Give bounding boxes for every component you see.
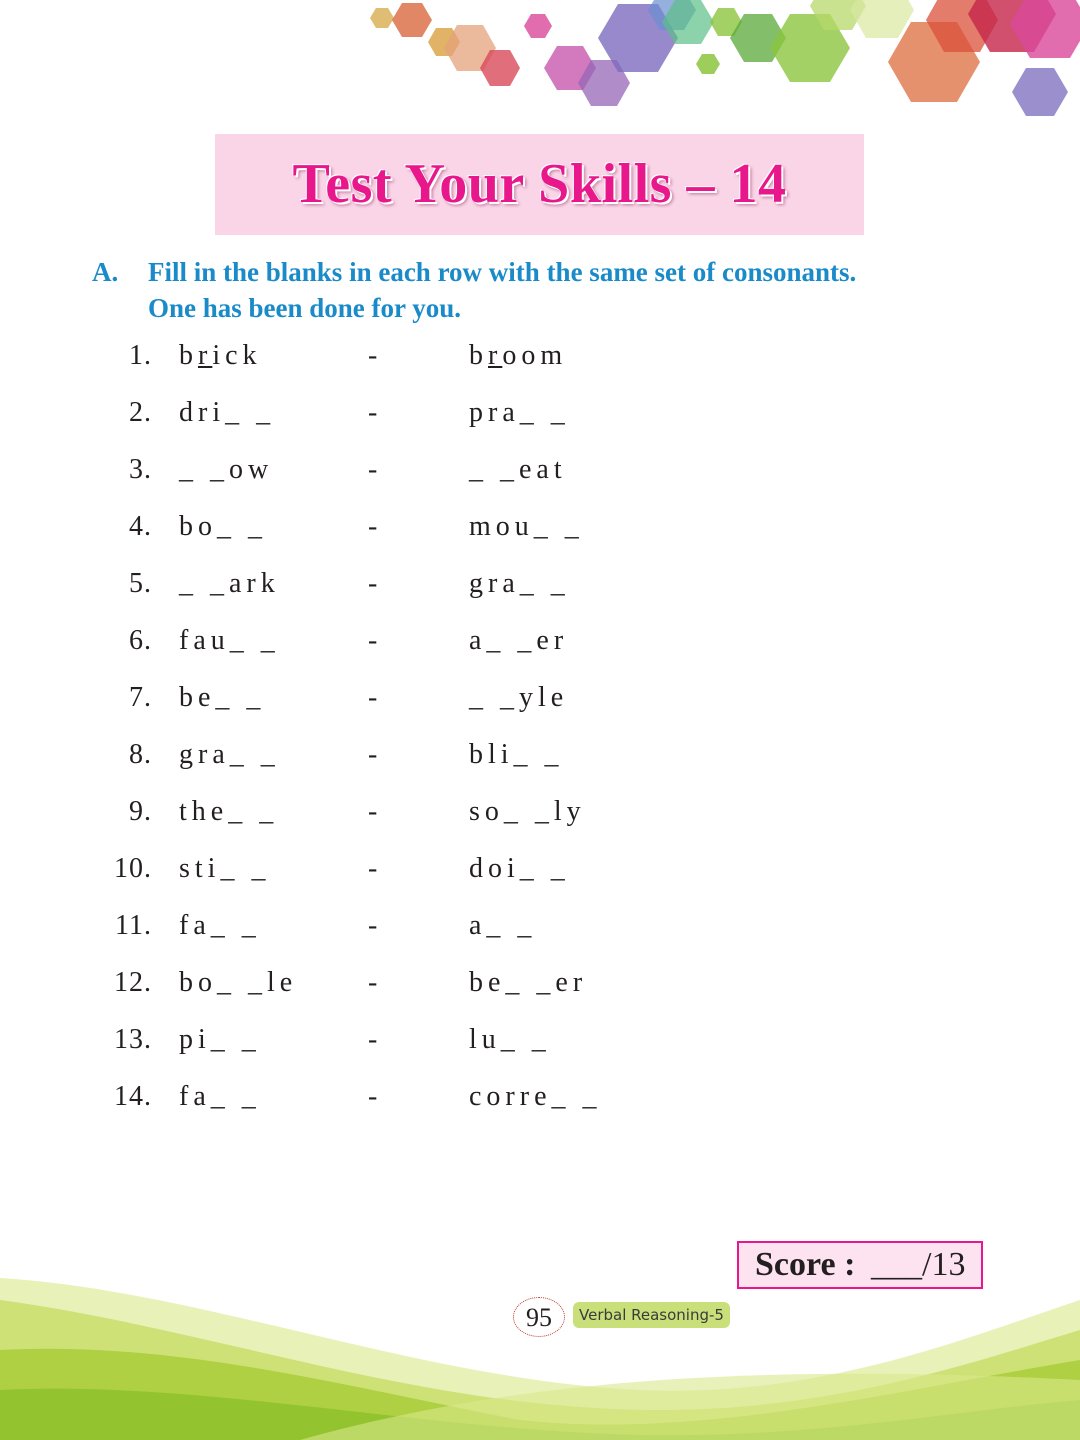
separator-dash: - bbox=[368, 682, 378, 713]
row-number: 12. bbox=[114, 967, 152, 998]
word-left: fau_ _ bbox=[179, 625, 280, 656]
exercise-row bbox=[0, 450, 1080, 490]
page-number: 95 bbox=[513, 1297, 565, 1337]
word-right: be_ _er bbox=[469, 967, 588, 998]
word-right bbox=[469, 336, 567, 376]
word-right-prefix: b bbox=[469, 340, 488, 371]
score-box bbox=[737, 1241, 983, 1289]
word-left-suffix: ick bbox=[212, 340, 262, 371]
separator-dash: - bbox=[368, 967, 378, 998]
row-number: 10. bbox=[114, 853, 152, 884]
row-number: 4. bbox=[129, 511, 152, 542]
example-answer-right: r bbox=[488, 340, 503, 371]
hexagon-shape bbox=[370, 8, 394, 28]
separator-dash: - bbox=[368, 796, 378, 827]
separator-dash: - bbox=[368, 625, 378, 656]
word-left: _ _ark bbox=[179, 568, 280, 599]
hexagon-shape bbox=[1012, 68, 1068, 116]
row-number: 13. bbox=[114, 1024, 152, 1055]
exercise-row bbox=[0, 507, 1080, 547]
word-right-suffix: oom bbox=[502, 340, 568, 371]
exercise-row bbox=[0, 1020, 1080, 1060]
exercise-row bbox=[0, 849, 1080, 889]
decorative-green-waves bbox=[0, 1270, 1080, 1440]
row-number: 14. bbox=[114, 1081, 152, 1112]
word-left: bo_ _le bbox=[179, 967, 298, 998]
score-label: Score : bbox=[755, 1246, 856, 1283]
word-right: gra_ _ bbox=[469, 568, 570, 599]
separator-dash: - bbox=[368, 397, 378, 428]
row-number: 8. bbox=[129, 739, 152, 770]
exercise-row bbox=[0, 963, 1080, 1003]
exercise-row bbox=[0, 564, 1080, 604]
score-value: ___/13 bbox=[871, 1246, 966, 1283]
word-right: lu_ _ bbox=[469, 1024, 551, 1055]
word-right: _ _eat bbox=[469, 454, 567, 485]
hexagon-shape bbox=[850, 0, 914, 38]
word-left: pi_ _ bbox=[179, 1024, 261, 1055]
exercise-row bbox=[0, 735, 1080, 775]
book-title-label: Verbal Reasoning-5 bbox=[573, 1302, 730, 1328]
separator-dash: - bbox=[368, 511, 378, 542]
separator-dash: - bbox=[368, 739, 378, 770]
word-left bbox=[179, 336, 262, 376]
word-right: a_ _er bbox=[469, 625, 569, 656]
section-letter: A. bbox=[92, 257, 119, 287]
hexagon-shape bbox=[392, 3, 432, 37]
instruction-line-1: Fill in the blanks in each row with the same set of consonants. bbox=[148, 257, 857, 287]
decorative-hexagons bbox=[0, 0, 1080, 130]
row-number: 2. bbox=[129, 397, 152, 428]
title-banner bbox=[215, 134, 864, 235]
row-number: 1. bbox=[129, 340, 152, 371]
word-right: bli_ _ bbox=[469, 739, 564, 770]
exercise-row bbox=[0, 336, 1080, 376]
word-left: sti_ _ bbox=[179, 853, 271, 884]
separator-dash: - bbox=[368, 853, 378, 884]
separator-dash: - bbox=[368, 910, 378, 941]
word-right: mou_ _ bbox=[469, 511, 584, 542]
word-left-prefix: b bbox=[179, 340, 198, 371]
word-right: corre_ _ bbox=[469, 1081, 602, 1112]
word-left: _ _ow bbox=[179, 454, 274, 485]
instruction-line-2: One has been done for you. bbox=[148, 293, 462, 323]
exercise-row bbox=[0, 621, 1080, 661]
instruction-text bbox=[148, 254, 1038, 326]
word-left: fa_ _ bbox=[179, 1081, 261, 1112]
row-number: 6. bbox=[129, 625, 152, 656]
row-number: 3. bbox=[129, 454, 152, 485]
hexagon-shape bbox=[524, 14, 552, 38]
word-left: the_ _ bbox=[179, 796, 279, 827]
word-right: a_ _ bbox=[469, 910, 537, 941]
separator-dash: - bbox=[368, 568, 378, 599]
example-answer-left: r bbox=[198, 340, 213, 371]
word-left: fa_ _ bbox=[179, 910, 261, 941]
row-number: 5. bbox=[129, 568, 152, 599]
row-number: 9. bbox=[129, 796, 152, 827]
word-left: bo_ _ bbox=[179, 511, 267, 542]
word-right: _ _yle bbox=[469, 682, 569, 713]
word-left: dri_ _ bbox=[179, 397, 276, 428]
exercise-row bbox=[0, 906, 1080, 946]
exercise-row bbox=[0, 393, 1080, 433]
exercise-row bbox=[0, 678, 1080, 718]
row-number: 7. bbox=[129, 682, 152, 713]
row-number: 11. bbox=[115, 910, 152, 941]
separator-dash: - bbox=[368, 454, 378, 485]
page-title: Test Your Skills – 14 bbox=[292, 153, 787, 215]
word-right: doi_ _ bbox=[469, 853, 570, 884]
word-right: pra_ _ bbox=[469, 397, 570, 428]
separator-dash: - bbox=[368, 1081, 378, 1112]
word-right: so_ _ly bbox=[469, 796, 586, 827]
exercise-row bbox=[0, 1077, 1080, 1117]
separator-dash: - bbox=[368, 1024, 378, 1055]
separator-dash: - bbox=[368, 340, 378, 371]
word-left: gra_ _ bbox=[179, 739, 280, 770]
exercise-row bbox=[0, 792, 1080, 832]
word-left: be_ _ bbox=[179, 682, 266, 713]
hexagon-shape bbox=[696, 54, 720, 74]
